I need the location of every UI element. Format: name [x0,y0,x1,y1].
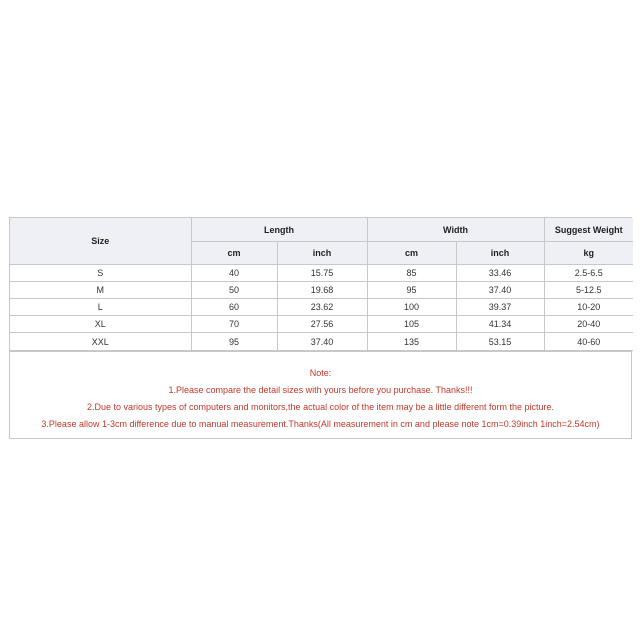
size-header: Size [10,218,191,265]
weight-header: Suggest Weight [544,218,633,242]
length-cm-cell: 95 [191,333,277,351]
weight-kg-header: kg [544,242,633,265]
width-inch-cell: 41.34 [456,316,544,333]
width-inch-cell: 33.46 [456,265,544,282]
width-inch-cell: 39.37 [456,299,544,316]
width-inch-cell: 37.40 [456,282,544,299]
weight-cell: 40-60 [544,333,633,351]
length-inch-cell: 27.56 [277,316,367,333]
weight-cell: 20-40 [544,316,633,333]
width-cm-cell: 105 [367,316,456,333]
width-cm-cell: 100 [367,299,456,316]
notes-section [10,351,631,438]
size-cell: M [10,282,191,299]
width-cm-cell: 135 [367,333,456,351]
length-cm-cell: 40 [191,265,277,282]
weight-cell: 5-12.5 [544,282,633,299]
width-header: Width [367,218,544,242]
length-inch-cell: 37.40 [277,333,367,351]
width-inch-cell: 53.15 [456,333,544,351]
table-row [10,316,633,333]
table-row [10,282,633,299]
length-inch-cell: 19.68 [277,282,367,299]
width-cm-cell: 85 [367,265,456,282]
length-cm-header: cm [191,242,277,265]
width-cm-cell: 95 [367,282,456,299]
length-cm-cell: 50 [191,282,277,299]
table-row [10,333,633,351]
size-chart [9,217,632,439]
weight-cell: 2.5-6.5 [544,265,633,282]
size-table [10,218,633,351]
length-inch-cell: 15.75 [277,265,367,282]
size-cell: XXL [10,333,191,351]
width-cm-header: cm [367,242,456,265]
weight-cell: 10-20 [544,299,633,316]
size-cell: S [10,265,191,282]
note-line: 2.Due to various types of computers and monitors,the actual color of the item may be a little different form the picture. [86,402,555,412]
width-inch-header: inch [456,242,544,265]
note-title: Note: [309,368,332,378]
header-group-row [10,218,633,242]
table-row [10,265,633,282]
table-row [10,299,633,316]
size-cell: XL [10,316,191,333]
length-cm-cell: 70 [191,316,277,333]
note-line: 1.Please compare the detail sizes with yours before you purchase. Thanks!!! [168,385,473,395]
length-inch-header: inch [277,242,367,265]
length-header: Length [191,218,367,242]
length-cm-cell: 60 [191,299,277,316]
note-line: 3.Please allow 1-3cm difference due to manual measurement.Thanks(All measurement in cm and please note 1cm=0.39inch 1inch=2.54cm) [41,419,600,429]
length-inch-cell: 23.62 [277,299,367,316]
size-cell: L [10,299,191,316]
